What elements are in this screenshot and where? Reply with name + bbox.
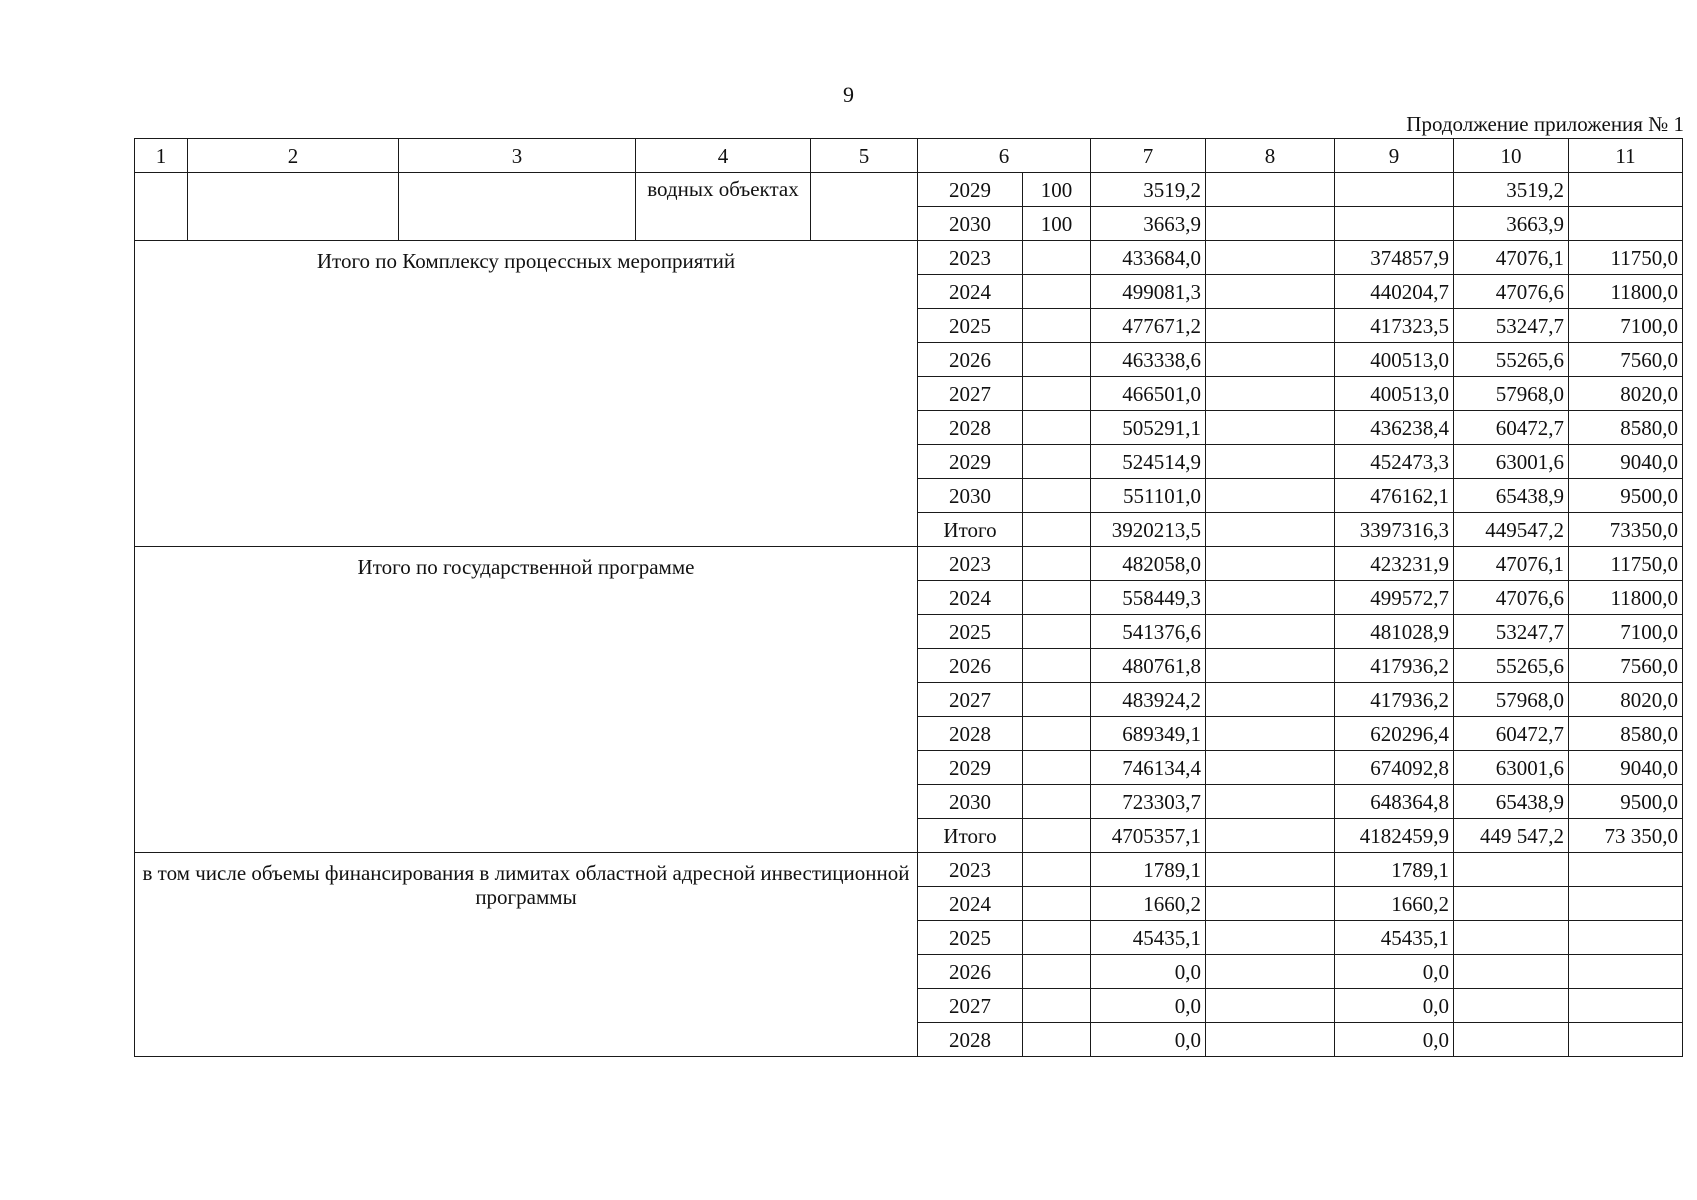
cell-year: 2026 [918,649,1023,683]
cell-year: 2023 [918,241,1023,275]
cell-percent [1023,343,1091,377]
cell-col7: 463338,6 [1091,343,1206,377]
cell-col5 [811,173,918,241]
cell-col7: 466501,0 [1091,377,1206,411]
cell-col1 [135,173,188,241]
cell-col10 [1454,989,1569,1023]
cell-col7: 483924,2 [1091,683,1206,717]
cell-col8 [1206,853,1335,887]
cell-col9 [1335,207,1454,241]
cell-col10: 55265,6 [1454,649,1569,683]
cell-year: Итого [918,513,1023,547]
cell-col7: 3519,2 [1091,173,1206,207]
cell-year: 2029 [918,173,1023,207]
cell-year: 2028 [918,717,1023,751]
cell-col9: 3397316,3 [1335,513,1454,547]
cell-col8 [1206,989,1335,1023]
cell-col8 [1206,683,1335,717]
cell-col10: 3663,9 [1454,207,1569,241]
cell-col11: 73 350,0 [1569,819,1683,853]
cell-col9: 417936,2 [1335,683,1454,717]
cell-col11: 73350,0 [1569,513,1683,547]
cell-col11 [1569,989,1683,1023]
cell-col9: 374857,9 [1335,241,1454,275]
cell-col8 [1206,241,1335,275]
cell-col7: 746134,4 [1091,751,1206,785]
cell-col11: 9500,0 [1569,479,1683,513]
cell-col8 [1206,411,1335,445]
cell-percent [1023,377,1091,411]
cell-col10: 47076,6 [1454,275,1569,309]
cell-col11: 7560,0 [1569,343,1683,377]
cell-percent [1023,241,1091,275]
cell-col10 [1454,887,1569,921]
cell-col7: 524514,9 [1091,445,1206,479]
cell-col11: 8020,0 [1569,683,1683,717]
cell-year: 2028 [918,411,1023,445]
cell-col11: 8020,0 [1569,377,1683,411]
cell-col7: 4705357,1 [1091,819,1206,853]
group-first-row [135,241,1683,275]
column-header-9: 9 [1335,139,1454,173]
table-body [135,139,1683,1057]
cell-col11 [1569,921,1683,955]
cell-col11: 11750,0 [1569,241,1683,275]
cell-col10: 53247,7 [1454,615,1569,649]
cell-col11 [1569,853,1683,887]
cell-col11 [1569,887,1683,921]
cell-percent [1023,275,1091,309]
cell-col11: 9500,0 [1569,785,1683,819]
cell-col10: 47076,1 [1454,547,1569,581]
cell-col2 [188,173,399,241]
cell-col9: 0,0 [1335,1023,1454,1057]
cell-col10: 449547,2 [1454,513,1569,547]
column-header-5: 5 [811,139,918,173]
financing-table [134,138,1683,1057]
table-row [135,173,1683,207]
cell-percent [1023,513,1091,547]
cell-col10: 47076,6 [1454,581,1569,615]
cell-col9: 1660,2 [1335,887,1454,921]
group-first-row [135,547,1683,581]
cell-col8 [1206,377,1335,411]
cell-year: 2030 [918,479,1023,513]
cell-col8 [1206,955,1335,989]
cell-year: 2027 [918,377,1023,411]
cell-year: 2029 [918,751,1023,785]
cell-col8 [1206,547,1335,581]
cell-col7: 0,0 [1091,955,1206,989]
cell-col10: 60472,7 [1454,717,1569,751]
cell-col8 [1206,309,1335,343]
cell-col11 [1569,1023,1683,1057]
cell-col7: 480761,8 [1091,649,1206,683]
cell-col11: 9040,0 [1569,445,1683,479]
column-header-4: 4 [636,139,811,173]
cell-year: 2023 [918,853,1023,887]
cell-col9: 4182459,9 [1335,819,1454,853]
cell-col10: 47076,1 [1454,241,1569,275]
cell-year: 2026 [918,955,1023,989]
cell-col8 [1206,921,1335,955]
cell-year: 2024 [918,275,1023,309]
cell-col3 [399,173,636,241]
cell-percent [1023,1023,1091,1057]
cell-percent [1023,717,1091,751]
cell-col11 [1569,207,1683,241]
cell-col7: 0,0 [1091,989,1206,1023]
cell-col11: 11800,0 [1569,275,1683,309]
cell-col8 [1206,751,1335,785]
cell-col7: 723303,7 [1091,785,1206,819]
cell-col9: 400513,0 [1335,343,1454,377]
cell-col10: 63001,6 [1454,445,1569,479]
cell-col9: 423231,9 [1335,547,1454,581]
cell-col10: 449 547,2 [1454,819,1569,853]
cell-col9: 476162,1 [1335,479,1454,513]
cell-col8 [1206,445,1335,479]
cell-col9: 674092,8 [1335,751,1454,785]
cell-year: 2024 [918,581,1023,615]
column-header-6: 6 [918,139,1091,173]
cell-percent: 100 [1023,173,1091,207]
column-header-1: 1 [135,139,188,173]
group-label-state-program: Итого по государственной программе [135,547,918,853]
cell-col10: 57968,0 [1454,377,1569,411]
cell-col7: 505291,1 [1091,411,1206,445]
column-header-8: 8 [1206,139,1335,173]
cell-year: 2025 [918,615,1023,649]
cell-col10: 57968,0 [1454,683,1569,717]
cell-percent [1023,785,1091,819]
cell-col9: 452473,3 [1335,445,1454,479]
cell-percent [1023,989,1091,1023]
cell-year: 2026 [918,343,1023,377]
cell-col11: 8580,0 [1569,717,1683,751]
cell-col8 [1206,275,1335,309]
cell-percent [1023,955,1091,989]
cell-percent [1023,751,1091,785]
cell-col7: 558449,3 [1091,581,1206,615]
cell-col11: 7100,0 [1569,615,1683,649]
cell-col8 [1206,207,1335,241]
cell-col9: 417323,5 [1335,309,1454,343]
cell-col9: 1789,1 [1335,853,1454,887]
cell-year: 2024 [918,887,1023,921]
group-label-investment-program: в том числе объемы финансирования в лимитах областной адресной инвестиционной программы [135,853,918,1057]
cell-col7: 3920213,5 [1091,513,1206,547]
cell-year: Итого [918,819,1023,853]
cell-col8 [1206,615,1335,649]
cell-col7: 541376,6 [1091,615,1206,649]
cell-year: 2028 [918,1023,1023,1057]
cell-col7: 1660,2 [1091,887,1206,921]
cell-col8 [1206,785,1335,819]
cell-year: 2030 [918,207,1023,241]
cell-col9: 499572,7 [1335,581,1454,615]
cell-col10 [1454,921,1569,955]
cell-year: 2029 [918,445,1023,479]
cell-percent [1023,853,1091,887]
header-row [135,139,1683,173]
cell-col7: 45435,1 [1091,921,1206,955]
cell-year: 2027 [918,989,1023,1023]
cell-col7: 499081,3 [1091,275,1206,309]
cell-percent [1023,581,1091,615]
cell-col10: 55265,6 [1454,343,1569,377]
cell-col10: 60472,7 [1454,411,1569,445]
cell-col11: 11800,0 [1569,581,1683,615]
cell-percent [1023,615,1091,649]
group-label-process-complex: Итого по Комплексу процессных мероприятий [135,241,918,547]
cell-year: 2023 [918,547,1023,581]
column-header-2: 2 [188,139,399,173]
cell-col11: 9040,0 [1569,751,1683,785]
cell-percent [1023,683,1091,717]
group-first-row [135,853,1683,887]
cell-year: 2025 [918,309,1023,343]
cell-col8 [1206,479,1335,513]
cell-percent [1023,479,1091,513]
cell-col8 [1206,819,1335,853]
cell-col8 [1206,649,1335,683]
page-number: 9 [843,82,854,107]
cell-col9: 0,0 [1335,955,1454,989]
cell-percent [1023,819,1091,853]
column-header-11: 11 [1569,139,1683,173]
cell-col10 [1454,853,1569,887]
cell-year: 2030 [918,785,1023,819]
cell-col9: 440204,7 [1335,275,1454,309]
cell-col9: 620296,4 [1335,717,1454,751]
cell-year: 2027 [918,683,1023,717]
cell-col11 [1569,955,1683,989]
cell-col11: 8580,0 [1569,411,1683,445]
cell-col10: 65438,9 [1454,479,1569,513]
cell-col9: 0,0 [1335,989,1454,1023]
cell-col11: 11750,0 [1569,547,1683,581]
column-header-7: 7 [1091,139,1206,173]
cell-col8 [1206,1023,1335,1057]
cell-col8 [1206,717,1335,751]
cell-col7: 477671,2 [1091,309,1206,343]
cell-col8 [1206,513,1335,547]
cell-col7: 551101,0 [1091,479,1206,513]
cell-percent [1023,547,1091,581]
cell-col10: 63001,6 [1454,751,1569,785]
cell-col9: 648364,8 [1335,785,1454,819]
cell-col9 [1335,173,1454,207]
cell-percent [1023,649,1091,683]
cell-col8 [1206,173,1335,207]
cell-col9: 417936,2 [1335,649,1454,683]
cell-col9: 436238,4 [1335,411,1454,445]
cell-col8 [1206,581,1335,615]
column-header-10: 10 [1454,139,1569,173]
cell-col8 [1206,887,1335,921]
cell-col9: 45435,1 [1335,921,1454,955]
cell-percent [1023,309,1091,343]
cell-percent [1023,887,1091,921]
cell-percent [1023,921,1091,955]
cell-col10 [1454,1023,1569,1057]
cell-col9: 481028,9 [1335,615,1454,649]
cell-col10: 53247,7 [1454,309,1569,343]
cell-col7: 433684,0 [1091,241,1206,275]
cell-col9: 400513,0 [1335,377,1454,411]
cell-percent: 100 [1023,207,1091,241]
cell-col10 [1454,955,1569,989]
cell-col7: 1789,1 [1091,853,1206,887]
cell-col10: 3519,2 [1454,173,1569,207]
cell-col4-text: водных объектах [636,173,811,241]
cell-col11 [1569,173,1683,207]
cell-year: 2025 [918,921,1023,955]
cell-col11: 7100,0 [1569,309,1683,343]
cell-col7: 689349,1 [1091,717,1206,751]
cell-col7: 3663,9 [1091,207,1206,241]
cell-col11: 7560,0 [1569,649,1683,683]
cell-col7: 0,0 [1091,1023,1206,1057]
continuation-caption: Продолжение приложения № 1 [1406,112,1684,136]
cell-percent [1023,411,1091,445]
cell-percent [1023,445,1091,479]
column-header-3: 3 [399,139,636,173]
cell-col8 [1206,343,1335,377]
cell-col10: 65438,9 [1454,785,1569,819]
cell-col7: 482058,0 [1091,547,1206,581]
